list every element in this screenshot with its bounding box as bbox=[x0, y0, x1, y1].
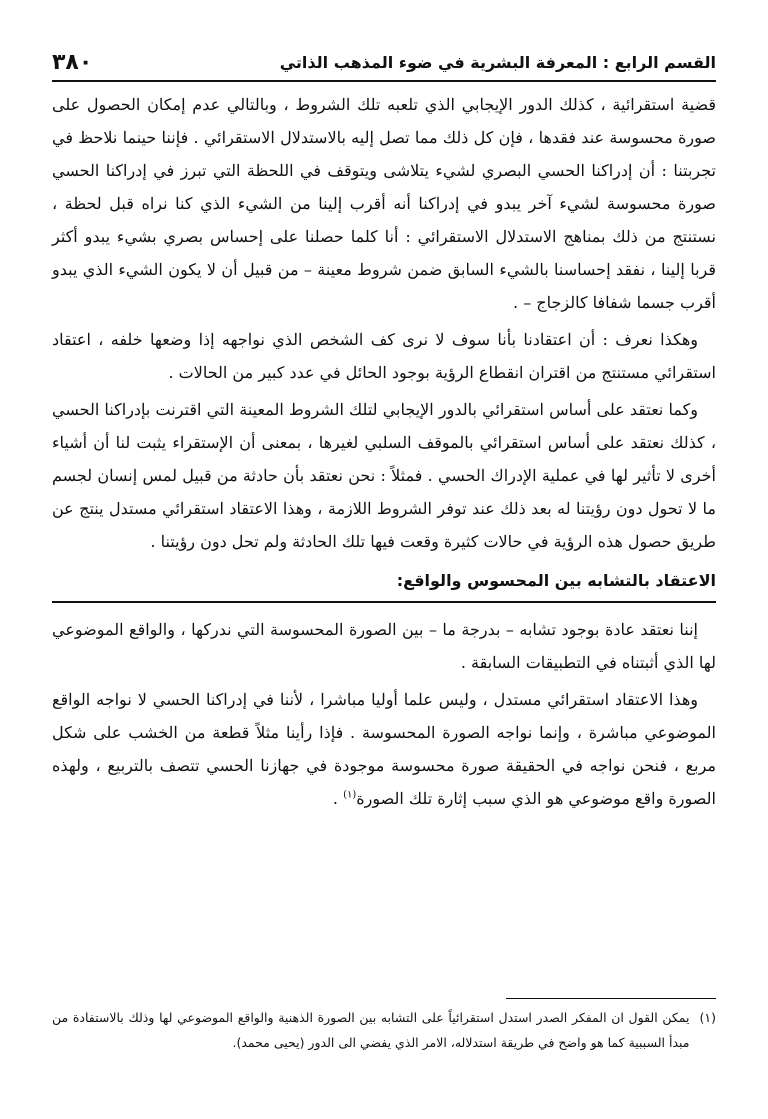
main-text bbox=[52, 88, 716, 819]
footnote-text: يمكن القول ان المفكر الصدر استدل استقرائياً على التشابه بين الصورة الذهنية والواقع الموضوعي لها وذلك بالاستفادة من مبدأ السببية كما هو واضح في طريقة استدلاله، الامر الذي يفضي الى الدور (يحيى محمد). bbox=[52, 1010, 690, 1050]
footnote bbox=[52, 1005, 716, 1055]
paragraph-end: . bbox=[332, 789, 344, 808]
footnote-reference[interactable]: (١) bbox=[343, 789, 357, 801]
footnote-number: (١) bbox=[699, 1010, 716, 1025]
footnote-divider bbox=[506, 998, 716, 999]
running-header bbox=[52, 44, 716, 82]
running-title: القسم الرابع : المعرفة البشرية في ضوء المذهب الذاتي bbox=[279, 52, 716, 72]
paragraph-text: وهذا الاعتقاد استقرائي مستدل ، وليس علما أوليا مباشرا ، لأننا في إدراكنا الحسي لا نواجه الواقع الموضوعي مباشرة ، وإنما نواجه الصورة المحسوسة . فإذا رأينا مثلاً قطعة من الخشب على شكل مربع ، فنحن نواجه في الحقيقة صورة محسوسة موجودة في جهازنا الحسي تتصف بالتربيع ، ولهذه الصورة واقع موضوعي هو الذي سبب إثارة تلك الصورة bbox=[52, 690, 716, 808]
section-heading: الاعتقاد بالتشابه بين المحسوس والواقع: bbox=[52, 564, 716, 603]
paragraph: وهكذا نعرف : أن اعتقادنا بأنا سوف لا نرى كف الشخص الذي نواجهه إذا وضعها خلفه ، اعتقاد استقرائي مستنتج من اقتران انقطاع الرؤية بوجود الحائل في عدد كبير من الحالات . bbox=[52, 330, 716, 382]
paragraph: إننا نعتقد عادة بوجود تشابه – بدرجة ما – بين الصورة المحسوسة التي ندركها ، والواقع الموضوعي لها الذي أثبتناه في التطبيقات السابقة . bbox=[52, 620, 716, 672]
paragraph: قضية استقرائية ، كذلك الدور الإيجابي الذي تلعبه تلك الشروط ، وبالتالي عدم إمكان الحصول على صورة محسوسة عند فقدها ، فإن كل ذلك مما تصل إليه بالاستدلال الاستقرائي . فإننا حينما نلاحظ في تجربتنا : أن إدراكنا الحسي البصري لشيء يتلاشى ويتوقف في اللحظة التي تبرز في إدراكنا الحسي صورة محسوسة لشيء آخر يبدو في إدراكنا أنه أقرب إلينا من الشيء الذي كنا نراه قبل لحظة ، نستنتج من ذلك بمناهج الاستدلال الاستقرائي : أنا كلما حصلنا على إحساس بصري بشيء يبدو أكثر قربا إلينا ، نفقد إحساسنا بالشيء السابق ضمن شروط معينة – من قبيل أن لا يكون الشيء الذي يبدو أقرب جسما شفافا كالزجاج – . bbox=[52, 95, 716, 312]
page-number: ٣٨٠ bbox=[52, 49, 93, 75]
paragraph: وكما نعتقد على أساس استقرائي بالدور الإيجابي لتلك الشروط المعينة التي اقترنت بإدراكنا الحسي ، كذلك نعتقد على أساس استقرائي بالموقف السلبي لغيرها ، بمعنى أن الإستقراء يثبت لنا أن أشياء أخرى لا تأثير لها في عملية الإدراك الحسي . فمثلاً : نحن نعتقد بأن حادثة من قبيل لمس إنسان لجسم ما لا تحول دون رؤيتنا له بعد ذلك عند توفر الشروط اللازمة ، وهذا الاعتقاد استقرائي مستدل ينتج عن طريق حصول هذه الرؤية في حالات كثيرة وقعت فيها تلك الحادثة ولم تحل دون رؤيتنا . bbox=[52, 400, 716, 551]
paragraph bbox=[52, 683, 716, 815]
